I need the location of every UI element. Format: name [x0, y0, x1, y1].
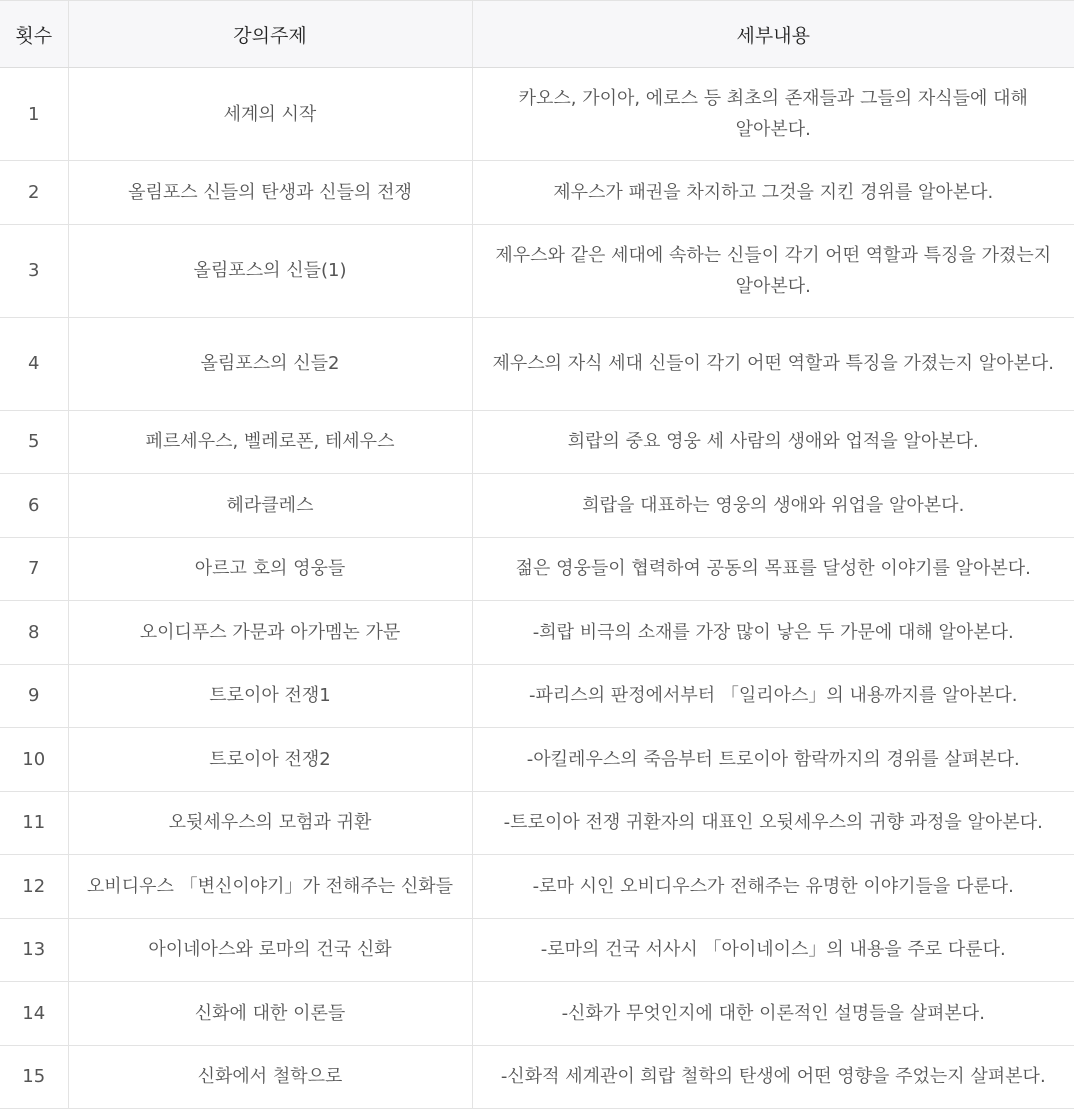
table-row — [0, 601, 1074, 665]
session-number: 13 — [0, 918, 68, 982]
table-row — [0, 791, 1074, 855]
table-row — [0, 68, 1074, 161]
table-row — [0, 474, 1074, 538]
session-number: 11 — [0, 791, 68, 855]
session-number: 7 — [0, 537, 68, 601]
session-number: 3 — [0, 224, 68, 317]
lecture-detail: -파리스의 판정에서부터 「일리아스」의 내용까지를 알아본다. — [472, 664, 1074, 728]
table-row — [0, 855, 1074, 919]
table-row — [0, 1045, 1074, 1109]
lecture-detail: -신화가 무엇인지에 대한 이론적인 설명들을 살펴본다. — [472, 982, 1074, 1046]
lecture-detail: 제우스의 자식 세대 신들이 각기 어떤 역할과 특징을 가졌는지 알아본다. — [472, 317, 1074, 410]
lecture-topic: 신화에서 철학으로 — [68, 1045, 472, 1109]
lecture-detail: 카오스, 가이아, 에로스 등 최초의 존재들과 그들의 자식들에 대해 알아본다. — [472, 68, 1074, 161]
header-session-number: 횟수 — [0, 1, 68, 68]
lecture-detail: -희랍 비극의 소재를 가장 많이 낳은 두 가문에 대해 알아본다. — [472, 601, 1074, 665]
header-row — [0, 1, 1074, 68]
lecture-topic: 올림포스의 신들(1) — [68, 224, 472, 317]
lecture-detail: -트로이아 전쟁 귀환자의 대표인 오뒷세우스의 귀향 과정을 알아본다. — [472, 791, 1074, 855]
session-number: 5 — [0, 410, 68, 474]
table-row — [0, 161, 1074, 225]
session-number: 4 — [0, 317, 68, 410]
lecture-detail: 젊은 영웅들이 협력하여 공동의 목표를 달성한 이야기를 알아본다. — [472, 537, 1074, 601]
table-body — [0, 68, 1074, 1109]
lecture-topic: 신화에 대한 이론들 — [68, 982, 472, 1046]
lecture-topic: 페르세우스, 벨레로폰, 테세우스 — [68, 410, 472, 474]
lecture-topic: 헤라클레스 — [68, 474, 472, 538]
table-row — [0, 728, 1074, 792]
lecture-topic: 오이디푸스 가문과 아가멤논 가문 — [68, 601, 472, 665]
lecture-detail: -로마의 건국 서사시 「아이네이스」의 내용을 주로 다룬다. — [472, 918, 1074, 982]
session-number: 1 — [0, 68, 68, 161]
table-row — [0, 317, 1074, 410]
lecture-topic: 세계의 시작 — [68, 68, 472, 161]
table-row — [0, 982, 1074, 1046]
table-header — [0, 1, 1074, 68]
lecture-topic: 올림포스 신들의 탄생과 신들의 전쟁 — [68, 161, 472, 225]
header-lecture-topic: 강의주제 — [68, 1, 472, 68]
session-number: 15 — [0, 1045, 68, 1109]
lecture-detail: -신화적 세계관이 희랍 철학의 탄생에 어떤 영향을 주었는지 살펴본다. — [472, 1045, 1074, 1109]
session-number: 6 — [0, 474, 68, 538]
lecture-topic: 아이네아스와 로마의 건국 신화 — [68, 918, 472, 982]
lecture-topic: 오비디우스 「변신이야기」가 전해주는 신화들 — [68, 855, 472, 919]
table-row — [0, 224, 1074, 317]
table-row — [0, 664, 1074, 728]
table-row — [0, 918, 1074, 982]
session-number: 2 — [0, 161, 68, 225]
lecture-topic: 올림포스의 신들2 — [68, 317, 472, 410]
lecture-detail: 제우스와 같은 세대에 속하는 신들이 각기 어떤 역할과 특징을 가졌는지 알아본다. — [472, 224, 1074, 317]
lecture-topic: 트로이아 전쟁2 — [68, 728, 472, 792]
lecture-topic: 오뒷세우스의 모험과 귀환 — [68, 791, 472, 855]
session-number: 10 — [0, 728, 68, 792]
table-row — [0, 537, 1074, 601]
lecture-detail: 희랍을 대표하는 영웅의 생애와 위업을 알아본다. — [472, 474, 1074, 538]
table-row — [0, 410, 1074, 474]
session-number: 14 — [0, 982, 68, 1046]
lecture-topic: 트로이아 전쟁1 — [68, 664, 472, 728]
lecture-detail: -아킬레우스의 죽음부터 트로이아 함락까지의 경위를 살펴본다. — [472, 728, 1074, 792]
lecture-detail: -로마 시인 오비디우스가 전해주는 유명한 이야기들을 다룬다. — [472, 855, 1074, 919]
session-number: 12 — [0, 855, 68, 919]
lecture-detail: 희랍의 중요 영웅 세 사람의 생애와 업적을 알아본다. — [472, 410, 1074, 474]
session-number: 9 — [0, 664, 68, 728]
lecture-topic: 아르고 호의 영웅들 — [68, 537, 472, 601]
lecture-detail: 제우스가 패권을 차지하고 그것을 지킨 경위를 알아본다. — [472, 161, 1074, 225]
header-details: 세부내용 — [472, 1, 1074, 68]
session-number: 8 — [0, 601, 68, 665]
